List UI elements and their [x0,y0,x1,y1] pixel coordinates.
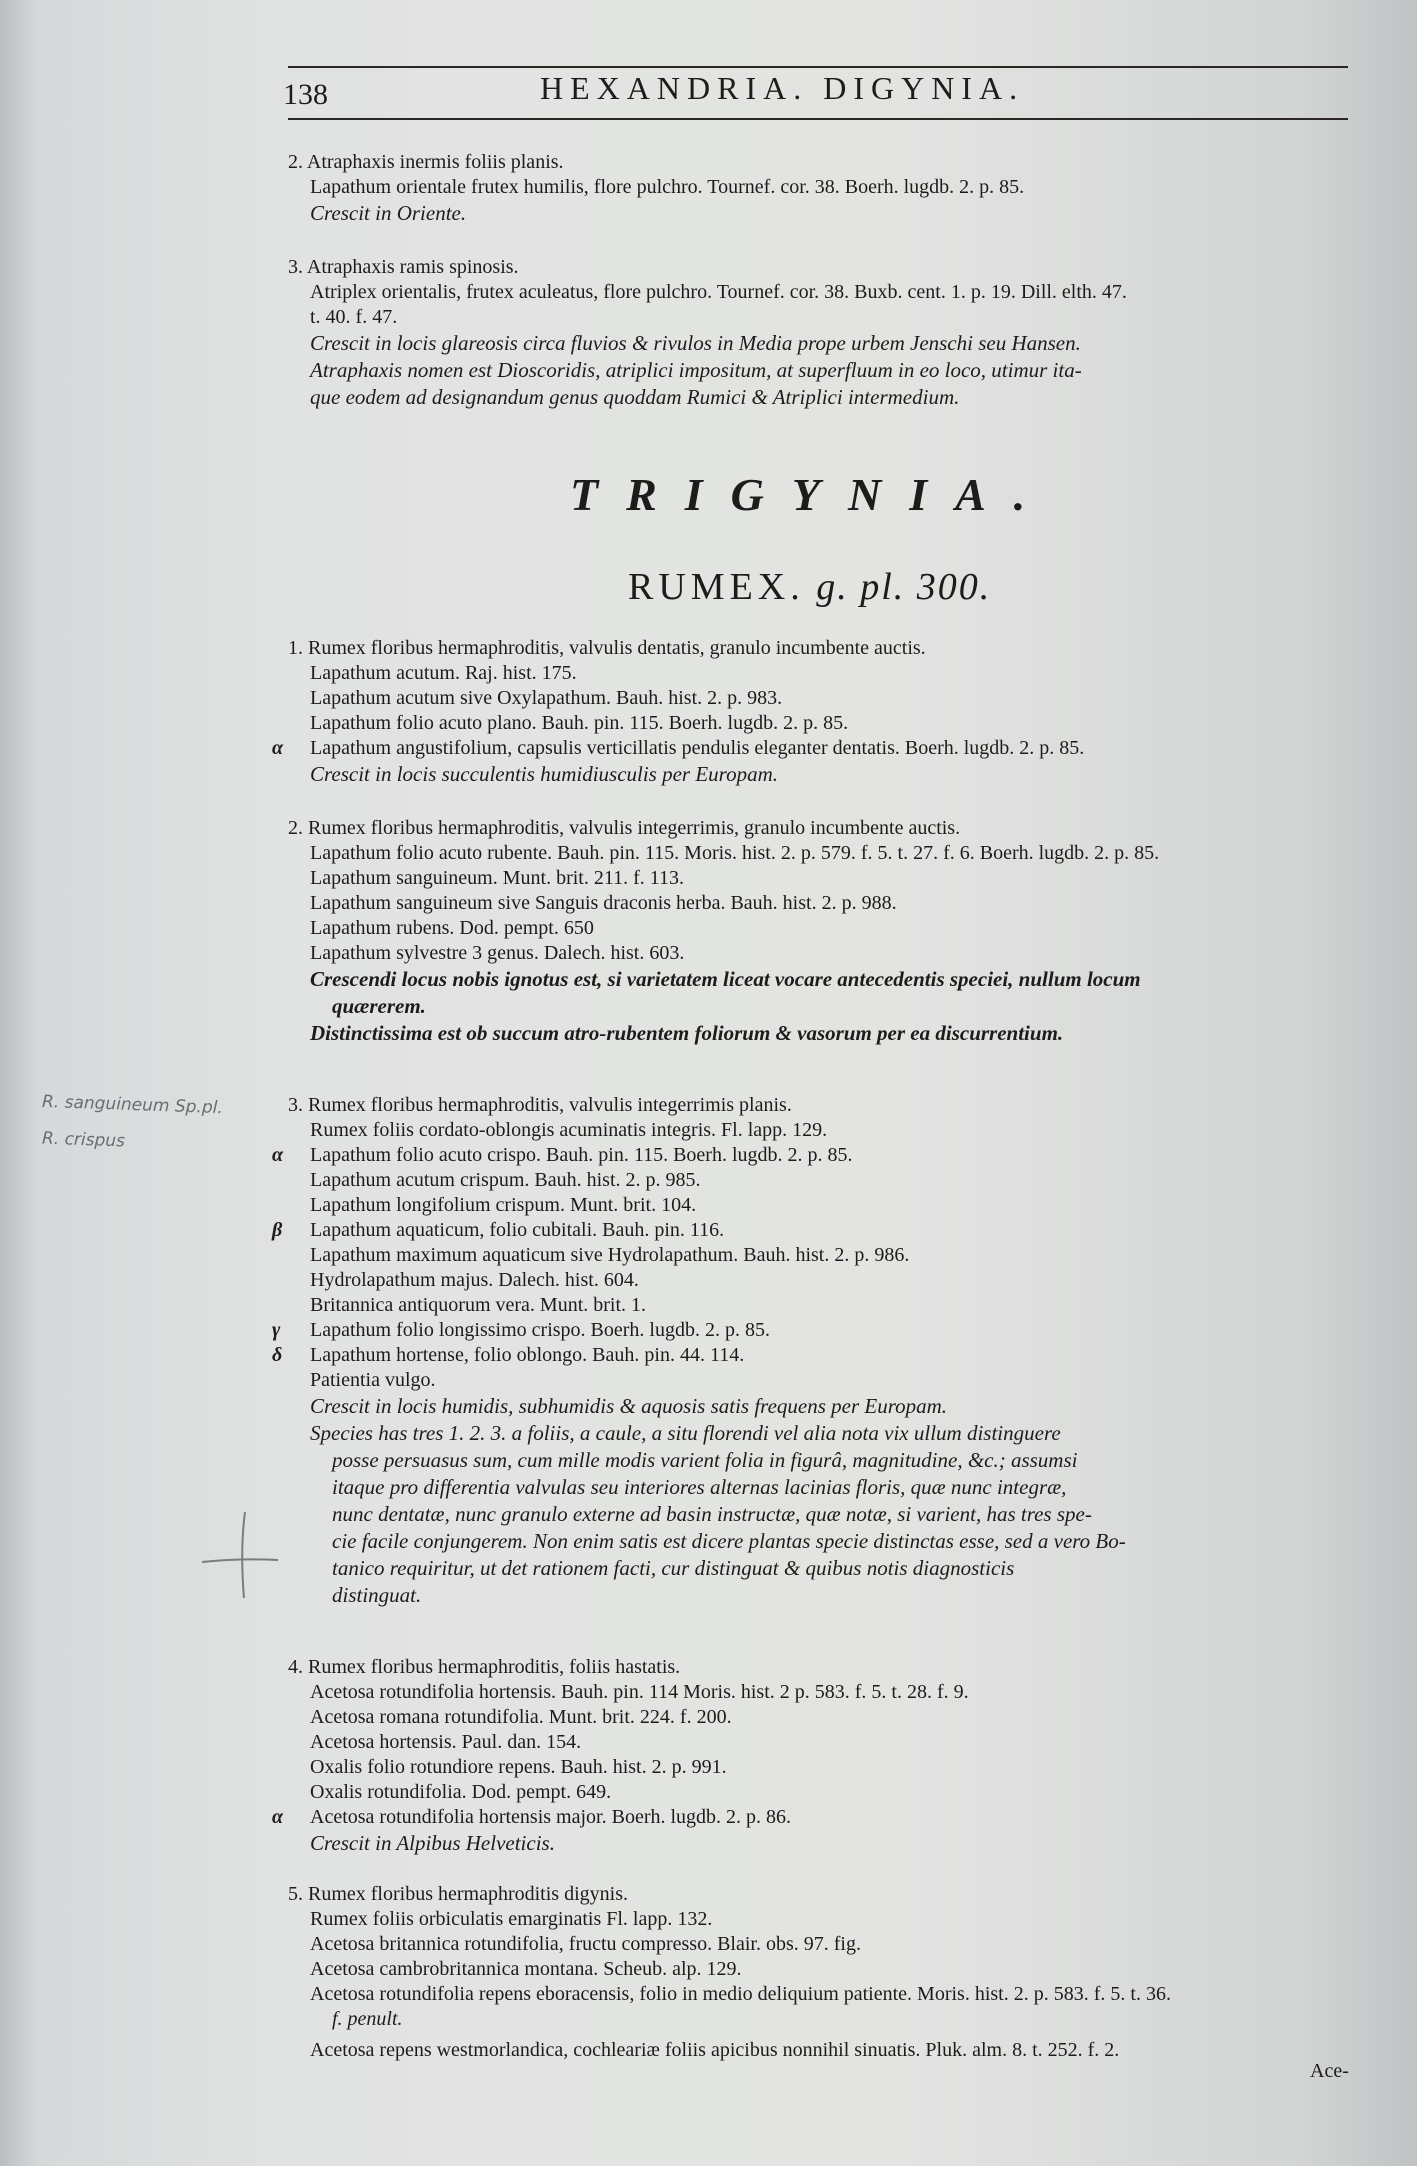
entry-line: Rumex foliis cordato-oblongis acuminatis integris. Fl. lapp. 129. [310,1119,828,1141]
variety-line [272,736,1368,761]
entry-line: que eodem ad designandum genus quoddam Rumici & Atriplici intermedium. [310,385,960,409]
entry-line: distinguat. [332,1583,422,1607]
header-rule-top [288,66,1348,68]
rumex-entries-1-2 [272,636,1368,1047]
entry-line: Lapathum folio acuto plano. Bauh. pin. 115. Boerh. lugdb. 2. p. 85. [310,712,849,734]
entry-line: quærerem. [332,994,426,1018]
catchword: Ace- [1310,2060,1349,2082]
entry-line: Lapathum maximum aquaticum sive Hydrolapathum. Bauh. hist. 2. p. 986. [310,1244,910,1266]
entry-text: Lapathum hortense, folio oblongo. Bauh. pin. 44. 114. [310,1344,745,1366]
entry-line: Lapathum folio acuto rubente. Bauh. pin. 115. Moris. hist. 2. p. 579. f. 5. t. 27. f. 6. Boerh. lugdb. 2. p. 85. [310,842,1160,864]
entry-line: Distinctissima est ob succum atro-rubentem foliorum & vasorum per ea discurrentium. [310,1021,1064,1045]
entry-line: cie facile conjungerem. Non enim satis est dicere plantas specie distinctas esse, sed a vero Bo- [332,1529,1126,1553]
entry-line: Acetosa rotundifolia repens eboracensis, folio in medio deliquium patiente. Moris. hist. 2. p. 583. f. 5. t. 36. [310,1983,1171,2005]
entry-line: Crescit in Alpibus Helveticis. [310,1831,555,1855]
variety-line [272,1343,1368,1368]
entry-text: Lapathum angustifolium, capsulis verticillatis pendulis eleganter dentatis. Boerh. lugdb. 2. p. 85. [310,737,1085,759]
variety-mark: α [272,1806,284,1828]
entry-line: Rumex foliis orbiculatis emarginatis Fl. lapp. 132. [310,1908,713,1930]
running-title: HEXANDRIA. DIGYNIA. [540,70,1025,106]
entry-line: Lapathum acutum crispum. Bauh. hist. 2. p. 985. [310,1169,701,1191]
entry-line: Atraphaxis nomen est Dioscoridis, atriplici impositum, at superfluum in eo loco, utimur ita- [310,358,1082,382]
margin-note: R. crispus [41,1128,126,1152]
entry-line: Atriplex orientalis, frutex aculeatus, flore pulchro. Tournef. cor. 38. Buxb. cent. 1. p. 19. Dill. elth. 47. [310,281,1127,303]
entry-line: 5. Rumex floribus hermaphroditis digynis. [288,1883,628,1905]
variety-line [272,1143,1368,1168]
entry-line: Oxalis folio rotundiore repens. Bauh. hist. 2. p. 991. [310,1756,727,1778]
genus-heading [628,565,991,609]
entry-line: 4. Rumex floribus hermaphroditis, foliis hastatis. [288,1656,681,1678]
entry-line: 3. Atraphaxis ramis spinosis. [288,256,519,278]
rumex-entry-3 [272,1093,1368,1609]
header-rule-bottom [288,118,1348,120]
variety-mark: β [272,1219,283,1241]
entry-line: 2. Rumex floribus hermaphroditis, valvulis integerrimis, granulo incumbente auctis. [288,817,961,839]
entry-text: Lapathum folio longissimo crispo. Boerh. lugdb. 2. p. 85. [310,1319,770,1341]
page-number: 138 [283,78,328,111]
entry-line: Britannica antiquorum vera. Munt. brit. 1. [310,1294,647,1316]
entry-line: Acetosa cambrobritannica montana. Scheub. alp. 129. [310,1958,742,1980]
rumex-entry-5 [288,1882,1368,2063]
entry-line: Crescit in Oriente. [310,201,467,225]
entry-line: Crescendi locus nobis ignotus est, si varietatem liceat vocare antecedentis speciei, nullum locum [310,967,1141,991]
entry-line: Crescit in locis glareosis circa fluvios & rivulos in Media prope urbem Jenschi seu Hansen. [310,331,1081,355]
genus-reference: g. pl. 300. [816,566,992,608]
genus-name: RUMEX. [628,566,805,608]
entry-line: Species has tres 1. 2. 3. a foliis, a caule, a situ florendi vel alia nota vix ullum distinguere [310,1421,1061,1445]
entry-line: Lapathum orientale frutex humilis, flore pulchro. Tournef. cor. 38. Boerh. lugdb. 2. p. 85. [310,176,1025,198]
variety-line [272,1318,1368,1343]
entry-line: 1. Rumex floribus hermaphroditis, valvulis dentatis, granulo incumbente auctis. [288,637,926,659]
entry-line: Lapathum sanguineum sive Sanguis draconis herba. Bauh. hist. 2. p. 988. [310,892,897,914]
entry-line: Lapathum acutum. Raj. hist. 175. [310,662,577,684]
entry-line: t. 40. f. 47. [310,306,398,328]
entry-line: Hydrolapathum majus. Dalech. hist. 604. [310,1269,639,1291]
entry-line: tanico requiritur, ut det rationem facti, cur distinguat & quibus notis diagnosticis [332,1556,1015,1580]
entry-line: 3. Rumex floribus hermaphroditis, valvulis integerrimis planis. [288,1094,792,1116]
entry-text: Lapathum aquaticum, folio cubitali. Bauh. pin. 116. [310,1219,725,1241]
pencil-cross-mark [200,1510,280,1600]
atraphaxis-entries [288,150,1368,411]
entry-line: Crescit in locis succulentis humidiusculis per Europam. [310,762,778,786]
entry-line: Acetosa britannica rotundifolia, fructu compresso. Blair. obs. 97. fig. [310,1933,861,1955]
section-heading: TRIGYNIA. [570,469,1054,520]
entry-line: Lapathum acutum sive Oxylapathum. Bauh. hist. 2. p. 983. [310,687,783,709]
entry-line: Patientia vulgo. [310,1369,436,1391]
entry-line: Acetosa hortensis. Paul. dan. 154. [310,1731,582,1753]
entry-line: Lapathum sanguineum. Munt. brit. 211. f. 113. [310,867,685,889]
rumex-entry-4 [272,1655,1368,1857]
entry-line: posse persuasus sum, cum mille modis varient folia in figurâ, magnitudine, &c.; assumsi [332,1448,1078,1472]
variety-mark: α [272,737,284,759]
entry-line: 2. Atraphaxis inermis foliis planis. [288,151,564,173]
margin-note: R. sanguineum Sp.pl. [41,1091,224,1119]
entry-line: Lapathum sylvestre 3 genus. Dalech. hist. 603. [310,942,685,964]
entry-line: itaque pro differentia valvulas seu interiores alternas lacinias floris, quæ nunc integræ, [332,1475,1067,1499]
entry-line: Lapathum longifolium crispum. Munt. brit. 104. [310,1194,697,1216]
entry-line: Lapathum rubens. Dod. pempt. 650 [310,917,594,939]
entry-line: f. penult. [332,2008,403,2030]
entry-line: Oxalis rotundifolia. Dod. pempt. 649. [310,1781,612,1803]
entry-text: Acetosa rotundifolia hortensis major. Boerh. lugdb. 2. p. 86. [310,1806,792,1828]
entry-line: nunc dentatæ, nunc granulo externe ad basin instructæ, quæ notæ, si varient, has tres spe- [332,1502,1092,1526]
variety-line [272,1805,1368,1830]
variety-mark: γ [272,1319,281,1341]
entry-text: Lapathum folio acuto crispo. Bauh. pin. 115. Boerh. lugdb. 2. p. 85. [310,1144,853,1166]
entry-line: Acetosa romana rotundifolia. Munt. brit. 224. f. 200. [310,1706,732,1728]
entry-line: Acetosa rotundifolia hortensis. Bauh. pin. 114 Moris. hist. 2 p. 583. f. 5. t. 28. f. 9. [310,1681,969,1703]
variety-line [272,1218,1368,1243]
entry-line: Crescit in locis humidis, subhumidis & aquosis satis frequens per Europam. [310,1394,948,1418]
entry-line: Acetosa repens westmorlandica, cochleariæ foliis apicibus nonnihil sinuatis. Pluk. alm. 8. t. 252. f. 2. [310,2039,1120,2061]
variety-mark: δ [272,1344,283,1366]
variety-mark: α [272,1144,284,1166]
